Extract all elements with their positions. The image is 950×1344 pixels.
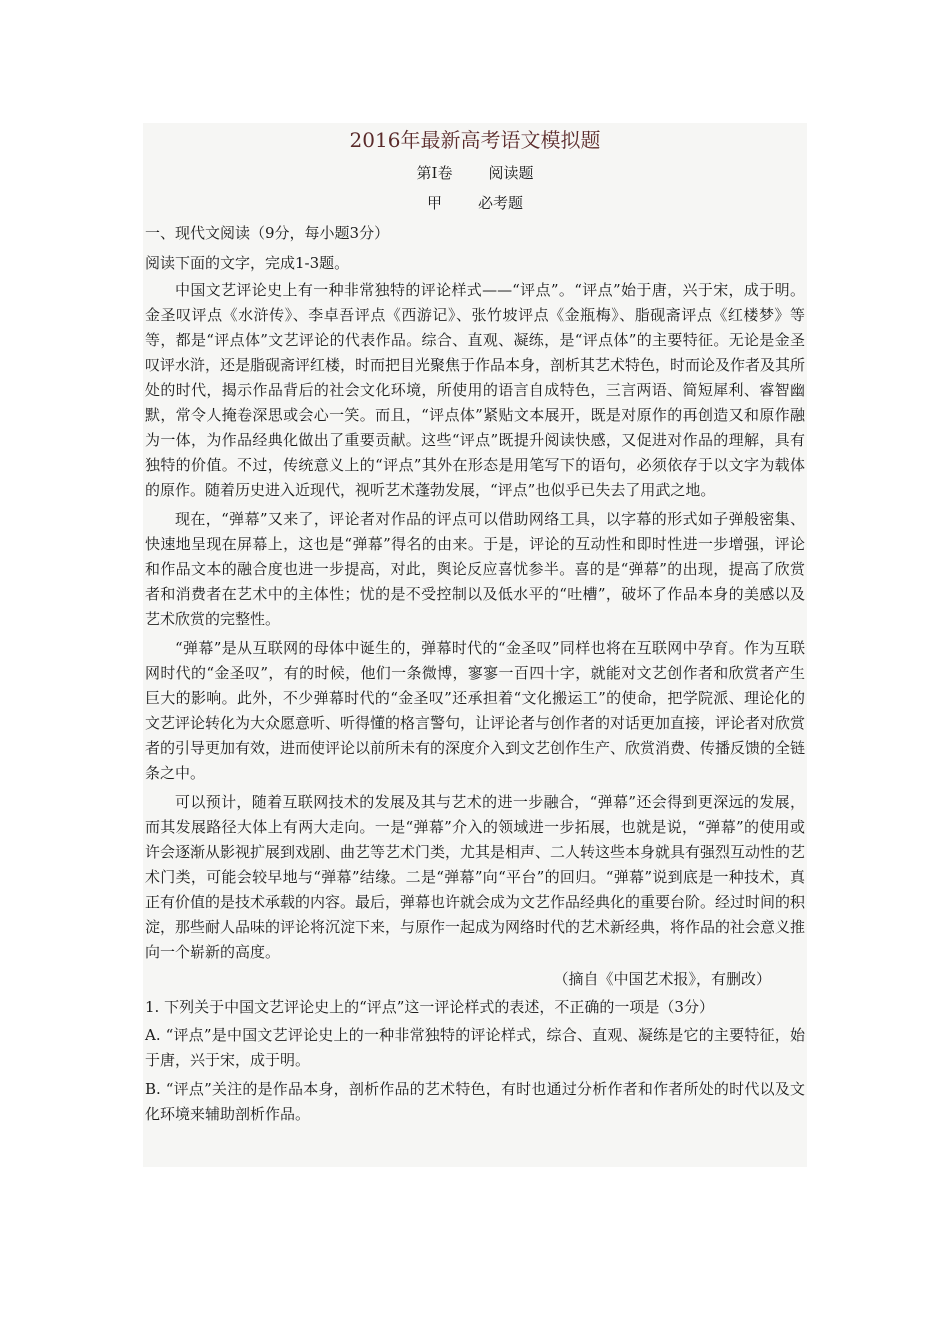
question-1-option-b: B. “评点”关注的是作品本身，剖析作品的艺术特色，有时也通过分析作者和作者所处的时代以及文化环境来辅助剖析作品。	[145, 1080, 805, 1123]
part-heading: 一、现代文阅读（9分，每小题3分）	[145, 224, 390, 242]
volume-label: 阅读题	[488, 164, 534, 182]
document-title: 2016年最新高考语文模拟题	[349, 128, 601, 152]
document-page	[143, 123, 807, 1167]
question-1-option-a: A. “评点”是中国文艺评论史上的一种非常独特的评论样式，综合、直观、凝练是它的主要特征，始于唐，兴于宋，成于明。	[145, 1026, 805, 1069]
passage-paragraph-3: “弹幕”是从互联网的母体中诞生的，弹幕时代的“金圣叹”同样也将在互联网中孕育。作为互联网时代的“金圣叹”，有的时候，他们一条微博，寥寥一百四十字，就能对文艺创作者和欣赏者产生巨大的影响。此外，不少弹幕时代的“金圣叹”还承担着“文化搬运工”的使命，把学院派、理论化的文艺评论转化为大众愿意听、听得懂的格言警句，让评论者与创作者的对话更加直接，评论者对欣赏者的引导更加有效，进而使评论以前所未有的深度介入到文艺创作生产、欣赏消费、传播反馈的全链条之中。	[145, 639, 806, 782]
passage-paragraph-2: 现在，“弹幕”又来了，评论者对作品的评点可以借助网络工具，以字幕的形式如子弹般密集、快速地呈现在屏幕上，这也是“弹幕”得名的由来。于是，评论的互动性和即时性进一步增强，评论和作品文本的融合度也进一步提高，对此，舆论反应喜忧参半。喜的是“弹幕”的出现，提高了欣赏者和消费者在艺术中的主体性；忧的是不受控制以及低水平的“吐槽”，破坏了作品本身的美感以及艺术欣赏的完整性。	[145, 510, 805, 628]
volume-number: 第Ⅰ卷	[416, 164, 453, 182]
passage-paragraph-1: 中国文艺评论史上有一种非常独特的评论样式——“评点”。“评点”始于唐，兴于宋，成于明。金圣叹评点《水浒传》、李卓吾评点《西游记》、张竹坡评点《金瓶梅》、脂砚斋评点《红楼梦》等等，都是“评点体”文艺评论的代表作品。综合、直观、凝练，是“评点体”的主要特征。无论是金圣叹评水浒，还是脂砚斋评红楼，时而把目光聚焦于作品本身，剖析其艺术特色，时而论及作者及其所处的时代，揭示作品背后的社会文化环境，所使用的语言自成特色，三言两语、简短犀利、睿智幽默，常令人掩卷深思或会心一笑。而且，“评点体”紧贴文本展开，既是对原作的再创造又和原作融为一体，为作品经典化做出了重要贡献。这些“评点”既提升阅读快感，又促进对作品的理解，具有独特的价值。不过，传统意义上的“评点”其外在形态是用笔写下的语句，必须依存于以文字为载体的原作。随着历史进入近现代，视听艺术蓬勃发展，“评点”也似乎已失去了用武之地。	[145, 281, 806, 499]
reading-instruction: 阅读下面的文字，完成1-3题。	[145, 254, 350, 272]
passage-paragraph-4: 可以预计，随着互联网技术的发展及其与艺术的进一步融合，“弹幕”还会得到更深远的发展，而其发展路径大体上有两大走向。一是“弹幕”介入的领域进一步拓展，也就是说，“弹幕”的使用或许会逐渐从影视扩展到戏剧、曲艺等艺术门类，尤其是相声、二人转这些本身就具有强烈互动性的艺术门类，可能会较早地与“弹幕”结缘。二是“弹幕”向“平台”的回归。“弹幕”说到底是一种技术，真正有价值的是技术承载的内容。最后，弹幕也许就会成为文艺作品经典化的重要台阶。经过时间的积淀，那些耐人品味的评论将沉淀下来，与原作一起成为网络时代的艺术新经典，将作品的社会意义推向一个崭新的高度。	[145, 793, 806, 961]
section-label: 必考题	[478, 194, 524, 212]
section-heading	[145, 192, 805, 214]
section-letter: 甲	[426, 194, 442, 212]
volume-heading	[145, 162, 805, 184]
passage-source: （摘自《中国艺术报》，有删改）	[553, 970, 771, 988]
question-1-stem: 1. 下列关于中国文艺评论史上的“评点”这一评论样式的表述，不正确的一项是（3分）	[145, 998, 714, 1016]
